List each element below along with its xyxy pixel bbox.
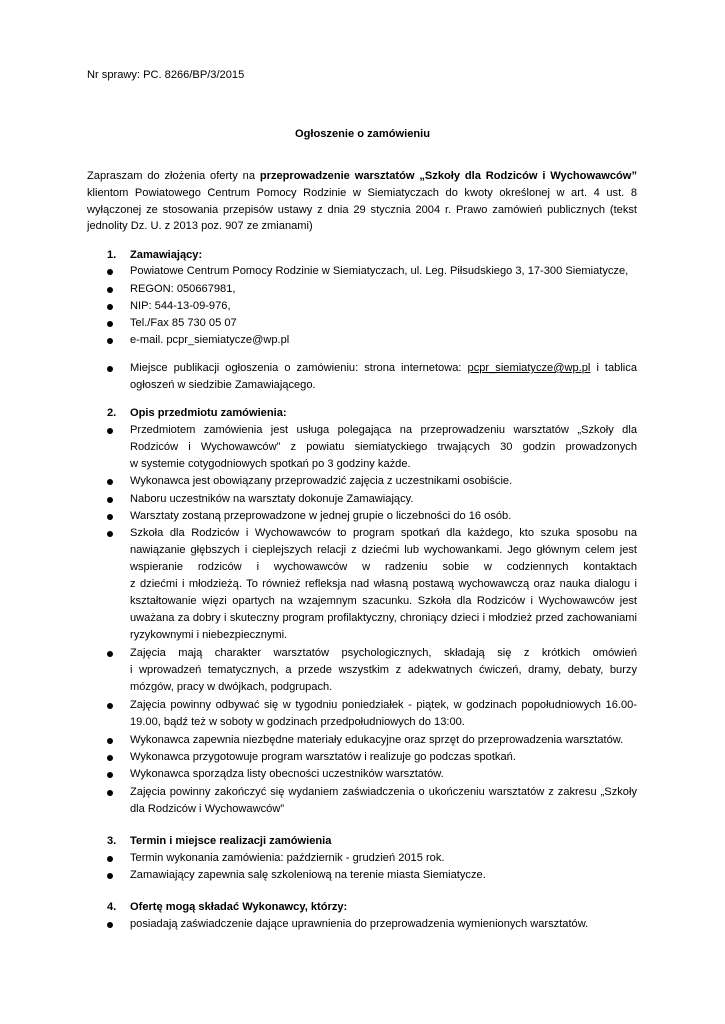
list-item-cont: w systemie cotygodniowych spotkań po 3 godziny każde.	[130, 458, 411, 470]
list-item: Naboru uczestników na warsztaty dokonuje Zamawiający.	[130, 493, 414, 505]
bullet	[107, 304, 113, 310]
bullet	[107, 651, 113, 657]
section-4-number: 4.	[107, 901, 117, 913]
list-item: Wykonawca jest obowiązany przeprowadzić zajęcia z uczestnikami osobiście.	[130, 475, 513, 487]
list-item: Zajęcia mają charakter warsztatów psychologicznych, składają się z krótkich omówień	[130, 647, 637, 659]
bullet	[107, 514, 113, 520]
list-item-cont: 19.00, bądź też w soboty w godzinach przedpołudniowych do 13:00.	[130, 716, 465, 728]
list-item: Przedmiotem zamówienia jest usługa polegająca na przeprowadzeniu warsztatów „Szkoły dla	[130, 424, 637, 436]
list-item: Zajęcia powinny zakończyć się wydaniem zaświadczenia o ukończeniu warsztatów z zakresu „Szkoły	[130, 786, 637, 798]
list-item-cont: mózgów, pracy w dwójkach, podgrupach.	[130, 681, 333, 693]
list-item-cont: Rodziców i Wychowawców” z powiatu siemiatyckiego trwających 30 godzin prowadzonych	[130, 441, 637, 453]
section-1-heading: Zamawiający:	[130, 249, 203, 261]
bullet	[107, 366, 113, 372]
list-item: Zamawiający zapewnia salę szkoleniową na terenie miasta Siemiatycze.	[130, 869, 486, 881]
intro-line-1: Zapraszam do złożenia oferty na przeprowadzenie warsztatów „Szkoły dla Rodziców i Wychowawców”	[87, 170, 637, 182]
list-item: Szkoła dla Rodziców i Wychowawców to program spotkań dla każdego, kto szuka sposobu na	[130, 527, 637, 539]
section-4-heading: Ofertę mogą składać Wykonawcy, którzy:	[130, 901, 348, 913]
bullet	[107, 772, 113, 778]
list-item-cont: z dziećmi i młodzieżą. To również refleksja nad własną postawą wychowawczą oraz nauka dialogu i	[130, 578, 637, 590]
list-item-cont: uważana za dobry i skuteczny program profilaktyczny, chroniący dzieci i młodzież przed zachowaniami	[130, 612, 637, 624]
section-3-number: 3.	[107, 835, 117, 847]
list-item: Tel./Fax 85 730 05 07	[130, 317, 237, 329]
list-item-cont: wspieranie rodziców i wychowawców w radzeniu sobie w codziennych kontaktach	[130, 561, 637, 573]
list-item-cont: dla Rodziców i Wychowawców”	[130, 803, 285, 815]
bullet	[107, 703, 113, 709]
case-number: Nr sprawy: PC. 8266/BP/3/2015	[87, 69, 245, 81]
document-title: Ogłoszenie o zamówieniu	[295, 128, 430, 140]
bullet	[107, 269, 113, 275]
publication-place: Miejsce publikacji ogłoszenia o zamówieniu: strona internetowa: pcpr_siemiatycze@wp.pl i tablica	[130, 362, 637, 374]
bullet	[107, 856, 113, 862]
bullet	[107, 479, 113, 485]
section-2-number: 2.	[107, 407, 117, 419]
list-item: e-mail. pcpr_siemiatycze@wp.pl	[130, 334, 290, 346]
list-item: posiadają zaświadczenie dające uprawnienia do przeprowadzenia wymienionych warsztatów.	[130, 918, 589, 930]
bullet	[107, 922, 113, 928]
bullet	[107, 321, 113, 327]
list-item: REGON: 050667981,	[130, 283, 236, 295]
list-item: Warsztaty zostaną przeprowadzone w jednej grupie o liczebności do 16 osób.	[130, 510, 512, 522]
intro-line-2: klientom Powiatowego Centrum Pomocy Rodzinie w Siemiatyczach do kwoty określonej w art. 4 ust. 8	[87, 187, 637, 199]
section-3-heading: Termin i miejsce realizacji zamówienia	[130, 835, 332, 847]
list-item: Wykonawca sporządza listy obecności uczestników warsztatów.	[130, 768, 444, 780]
section-1-number: 1.	[107, 249, 117, 261]
list-item: NIP: 544-13-09-976,	[130, 300, 231, 312]
bullet	[107, 531, 113, 537]
section-2-heading: Opis przedmiotu zamówienia:	[130, 407, 287, 419]
intro-line-4: jednolity Dz. U. z 2013 poz. 907 ze zmianami)	[87, 220, 313, 232]
bullet	[107, 873, 113, 879]
bullet	[107, 738, 113, 744]
bullet	[107, 755, 113, 761]
list-item-cont: ryzykownymi i niebezpiecznymi.	[130, 629, 288, 641]
bullet	[107, 428, 113, 434]
bullet	[107, 790, 113, 796]
bullet	[107, 287, 113, 293]
bullet	[107, 497, 113, 503]
list-item-cont: kształtowanie więzi opartych na wzajemnym szacunku. Szkoła dla Rodziców i Wychowawców jest	[130, 595, 637, 607]
list-item-cont: nawiązanie głębszych i cieplejszych relacji z dziećmi lub wychowankami. Jego głównym celem jest	[130, 544, 637, 556]
list-item: Wykonawca przygotowuje program warsztatów i realizuje go podczas spotkań.	[130, 751, 516, 763]
intro-line-3: wyłączonej ze stosowania przepisów ustawy z dnia 29 stycznia 2004 r. Prawo zamówień publicznych (tekst	[87, 204, 637, 216]
publication-place-line-2: ogłoszeń w siedzibie Zamawiającego.	[130, 379, 316, 391]
bullet	[107, 338, 113, 344]
publication-link[interactable]: pcpr_siemiatycze@wp.pl	[467, 362, 591, 374]
list-item: Termin wykonania zamówienia: październik - grudzień 2015 rok.	[130, 852, 445, 864]
list-item: Powiatowe Centrum Pomocy Rodzinie w Siemiatyczach, ul. Leg. Piłsudskiego 3, 17-300 Siemiatycze,	[130, 265, 629, 277]
list-item: Wykonawca zapewnia niezbędne materiały edukacyjne oraz sprzęt do przeprowadzenia warsztatów.	[130, 734, 624, 746]
list-item-cont: i wprowadzeń tematycznych, a przede wszystkim z adekwatnych ćwiczeń, dramy, debaty, burzy	[130, 664, 637, 676]
list-item: Zajęcia powinny odbywać się w tygodniu poniedziałek - piątek, w godzinach popołudniowych 16.00-	[130, 699, 637, 711]
